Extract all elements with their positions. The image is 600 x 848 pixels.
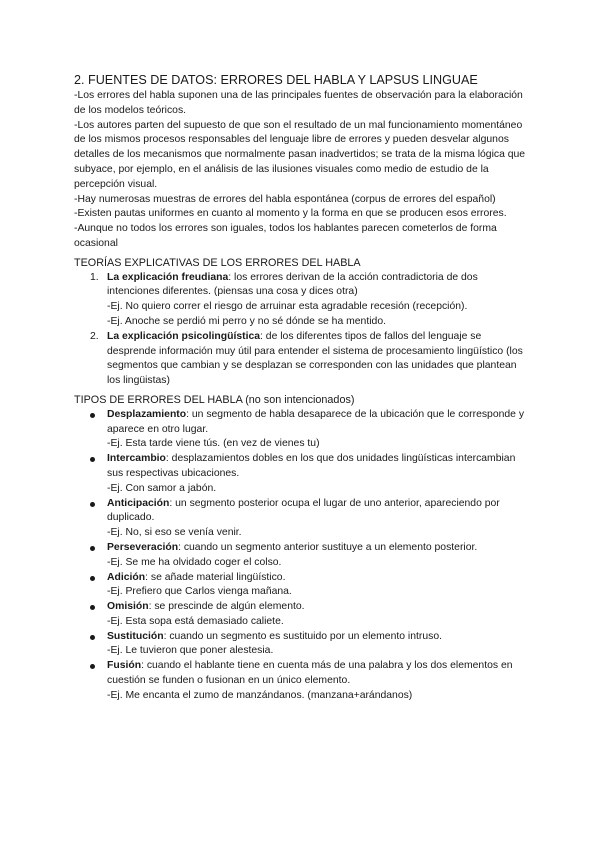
- type-item: [74, 408, 530, 452]
- intro-section: [74, 89, 530, 252]
- type-term: Sustitución: [107, 630, 164, 642]
- type-example: -Ej. Prefiero que Carlos vienga mañana.: [107, 586, 292, 598]
- bullet-icon: [90, 576, 95, 581]
- type-example: -Ej. Me encanta el zumo de manzándanos. (manzana+arándanos): [107, 689, 413, 701]
- type-text: : un segmento de habla desaparece de la ubicación que le corresponde y aparece en otro lugar.: [107, 408, 525, 435]
- type-text: : cuando el hablante tiene en cuenta más de una palabra y los dos elementos en cuestión se funden o fusionan en un único elemento.: [107, 660, 513, 687]
- intro-paragraph: -Hay numerosas muestras de errores del habla espontánea (corpus de errores del español): [74, 193, 496, 205]
- type-text: : se prescinde de algún elemento.: [148, 601, 305, 613]
- intro-paragraph: -Existen pautas uniformes en cuanto al momento y la forma en que se producen esos errores.: [74, 208, 507, 220]
- theory-text: : de los diferentes tipos de fallos del lenguaje se desprende información muy útil para entender el sistema de procesamiento lingüístico (los segmentos que cambian y se desplazan se corresponden con las unidades que plantean los lingüistas): [107, 330, 523, 387]
- theory-item: [74, 330, 530, 389]
- intro-paragraph: -Aunque no todos los errores son iguales, todos los hablantes parecen cometerlos de forma ocasional: [74, 223, 497, 249]
- type-example: -Ej. Con samor a jabón.: [107, 482, 217, 494]
- type-term: Perseveración: [107, 541, 179, 553]
- intro-paragraph: -Los autores parten del supuesto de que son el resultado de un mal funcionamiento momentáneo de los mismos procesos responsables del lenguaje libre de errores y pueden desvelar algunos detalles de los mecanismos que normalmente pasan inadvertidos; se trata de la misma lógica que subyace, por ejemplo, en el análisis de las ilusiones visuales como medio de estudio de la percepción visual.: [74, 119, 526, 190]
- type-example: -Ej. No, si eso se venía venir.: [107, 527, 242, 539]
- theory-example: -Ej. Anoche se perdió mi perro y no sé dónde se ha mentido.: [107, 315, 386, 327]
- type-text: : cuando un segmento es sustituido por un elemento intruso.: [163, 630, 442, 642]
- type-example: -Ej. Le tuvieron que poner alestesia.: [107, 645, 274, 657]
- type-term: Anticipación: [107, 497, 170, 509]
- type-item: [74, 659, 530, 703]
- item-number: 1.: [90, 271, 99, 283]
- type-example: -Ej. Esta sopa está demasiado caliete.: [107, 615, 284, 627]
- type-item: [74, 541, 530, 571]
- bullet-icon: [90, 457, 95, 462]
- type-item: [74, 600, 530, 630]
- theories-list: [74, 271, 530, 389]
- type-item: [74, 571, 530, 601]
- bullet-icon: [90, 546, 95, 551]
- type-term: Fusión: [107, 660, 142, 672]
- type-text: : se añade material lingüístico.: [145, 571, 286, 583]
- theory-term: La explicación freudiana: [107, 271, 229, 283]
- type-item: [74, 630, 530, 660]
- bullet-icon: [90, 502, 95, 507]
- type-term: Desplazamiento: [107, 408, 187, 420]
- type-example: -Ej. Se me ha olvidado coger el colso.: [107, 556, 282, 568]
- types-heading: TIPOS DE ERRORES DEL HABLA (no son intencionados): [74, 393, 355, 406]
- type-text: : un segmento posterior ocupa el lugar de uno anterior, apareciendo por duplicado.: [107, 497, 500, 524]
- types-list: [74, 408, 530, 704]
- document-title: 2. FUENTES DE DATOS: ERRORES DEL HABLA Y LAPSUS LINGUAE: [74, 73, 478, 87]
- type-term: Intercambio: [107, 453, 166, 465]
- theory-example: -Ej. No quiero correr el riesgo de arruinar esta agradable recesión (recepción).: [107, 301, 468, 313]
- theory-text: : los errores derivan de la acción contradictoria de dos intenciones diferentes. (piensas una cosa y dices otra): [107, 271, 478, 298]
- type-item: [74, 497, 530, 541]
- bullet-icon: [90, 413, 95, 418]
- item-number: 2.: [90, 330, 99, 342]
- type-text: : cuando un segmento anterior sustituye a un elemento posterior.: [178, 541, 478, 553]
- bullet-icon: [90, 635, 95, 640]
- intro-paragraph: -Los errores del habla suponen una de las principales fuentes de observación para la elaboración de los modelos teóricos.: [74, 90, 523, 116]
- bullet-icon: [90, 664, 95, 669]
- theories-heading: TEORÍAS EXPLICATIVAS DE LOS ERRORES DEL HABLA: [74, 256, 361, 269]
- bullet-icon: [90, 605, 95, 610]
- type-term: Omisión: [107, 601, 149, 613]
- type-example: -Ej. Esta tarde viene tús. (en vez de vienes tu): [107, 438, 320, 450]
- type-term: Adición: [107, 571, 146, 583]
- type-text: : desplazamientos dobles en los que dos unidades lingüísticas intercambian sus respectivas ubicaciones.: [107, 453, 516, 479]
- theory-item: [74, 271, 530, 330]
- type-item: [74, 452, 530, 496]
- theory-term: La explicación psicolingüística: [107, 330, 261, 342]
